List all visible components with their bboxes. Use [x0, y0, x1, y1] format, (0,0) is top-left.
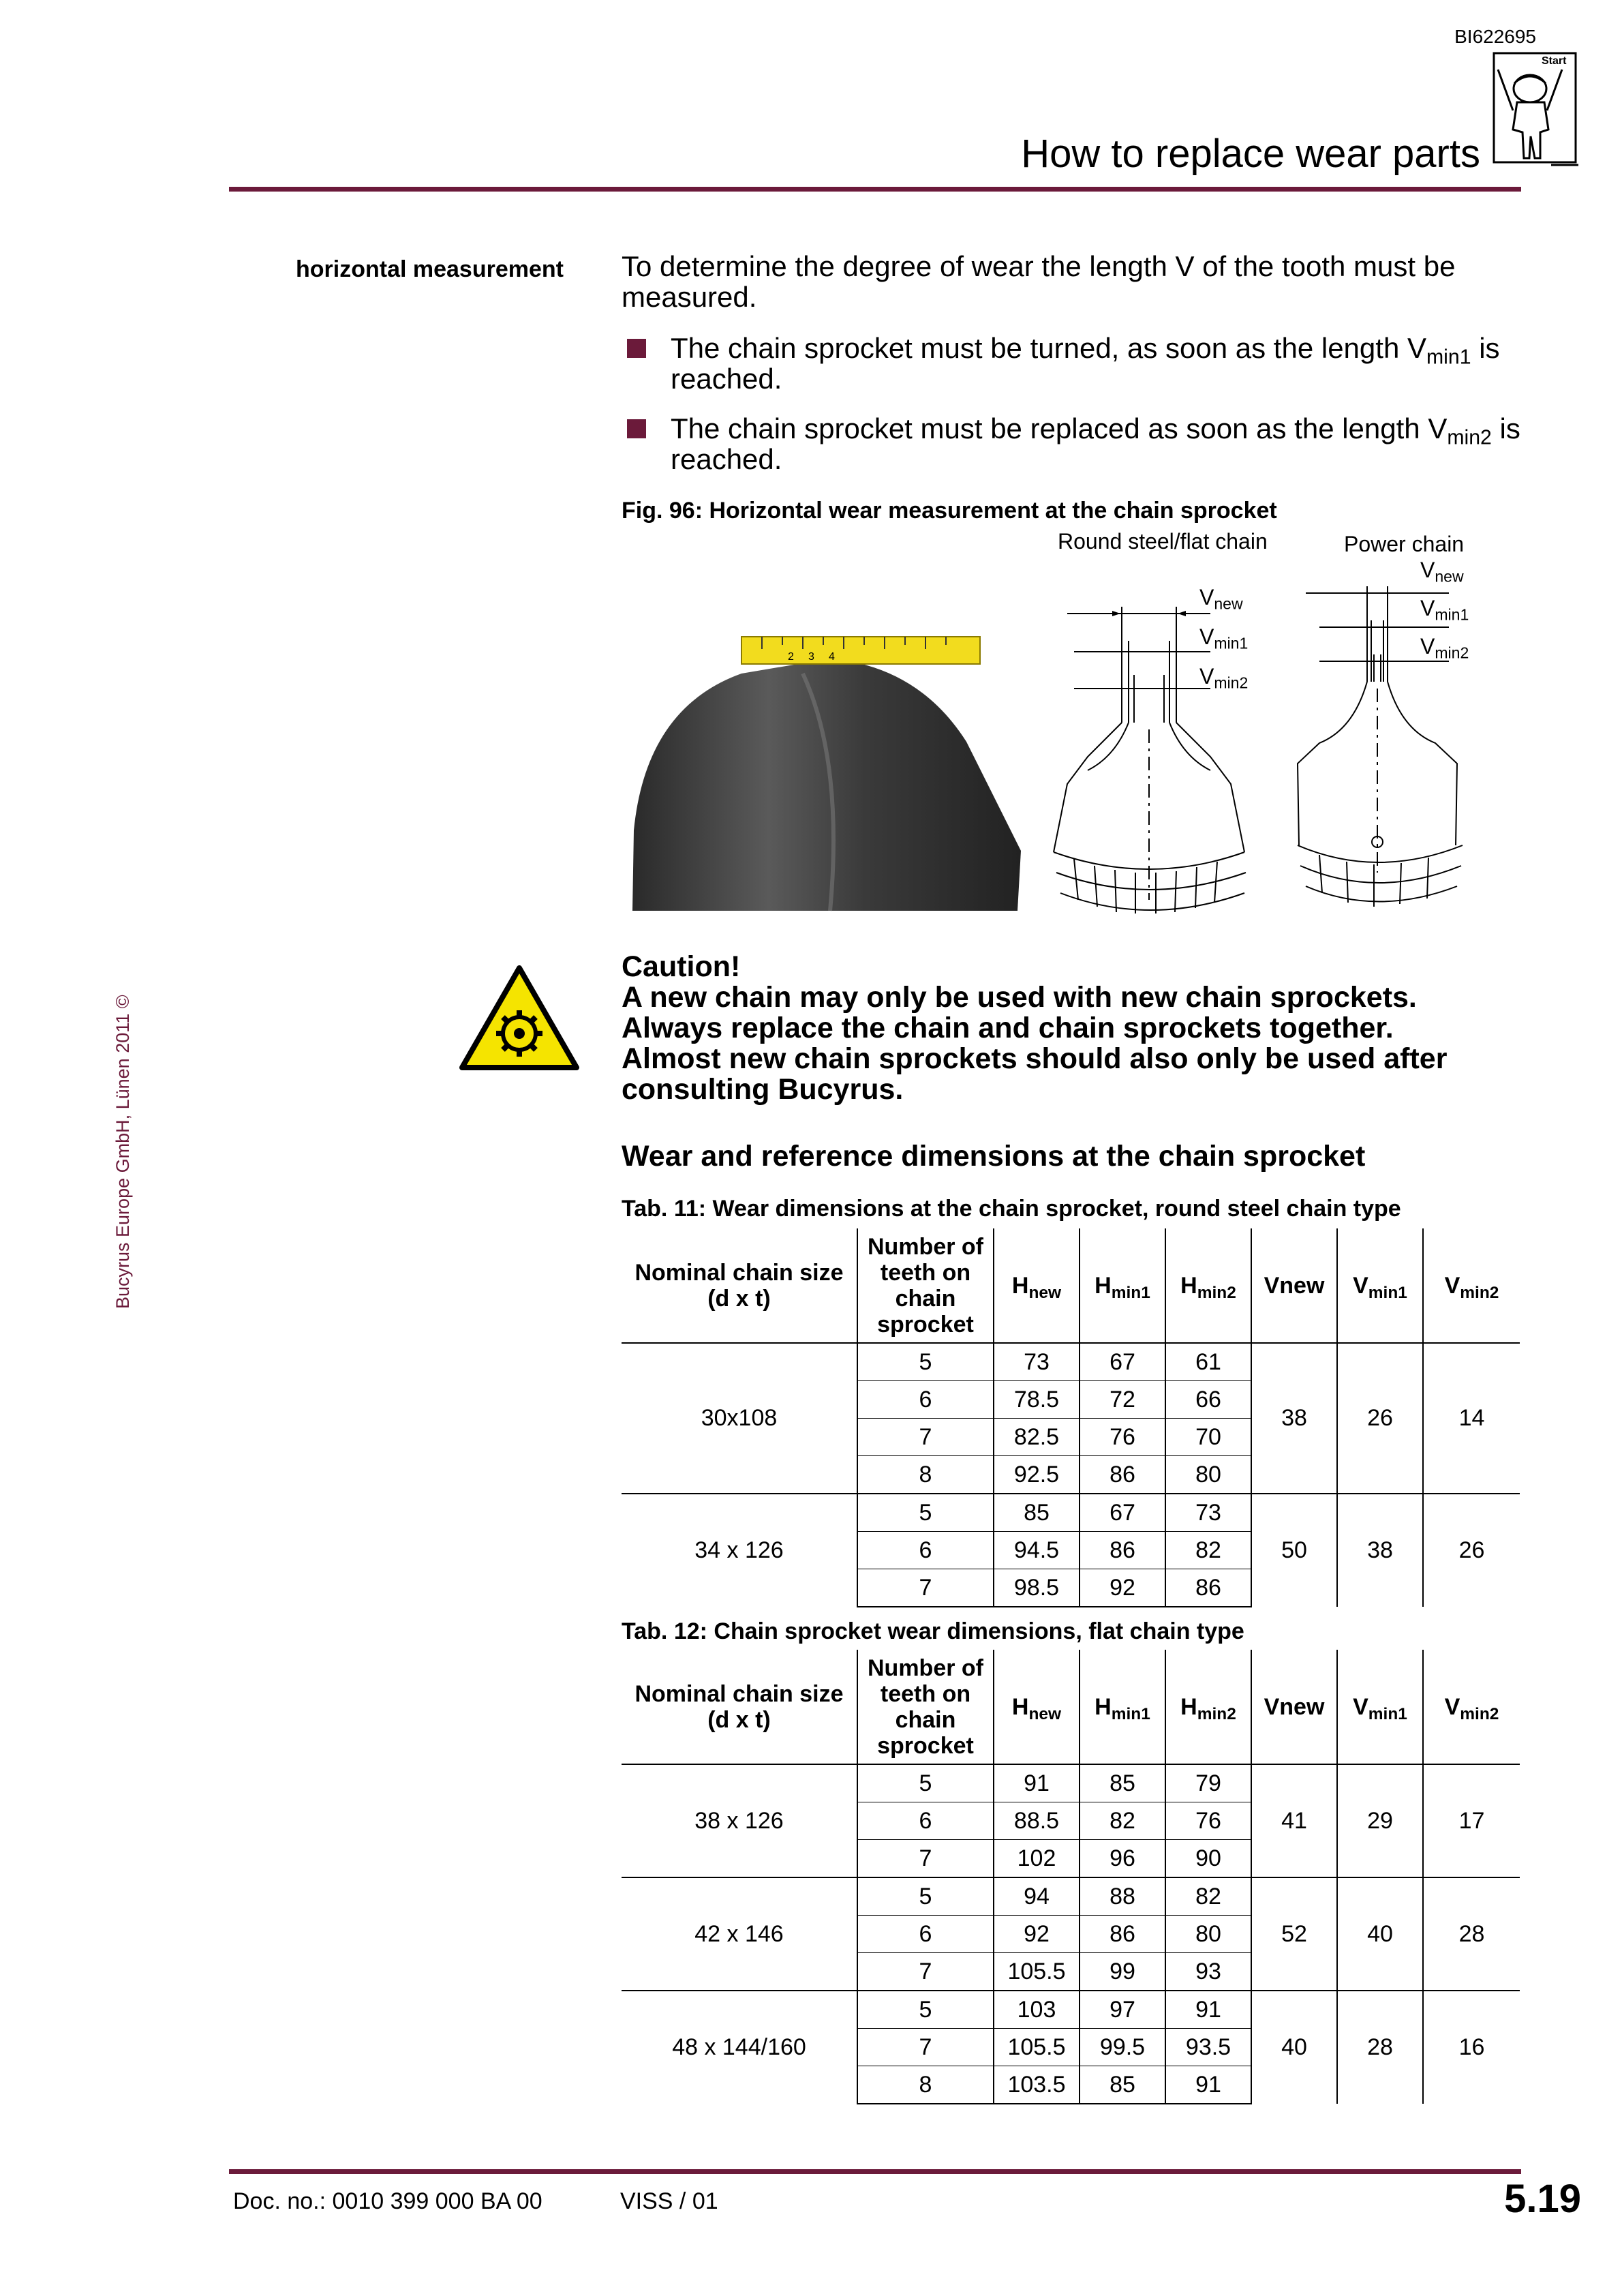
footer-viss: VISS / 01 [620, 2188, 718, 2214]
cell-hnew: 78.5 [994, 1381, 1080, 1419]
table12-caption: Tab. 12: Chain sprocket wear dimensions, flat chain type [622, 1618, 1244, 1644]
cell-hnew: 94 [994, 1877, 1080, 1916]
table-row [622, 1764, 1520, 1802]
cell-hmin2: 66 [1165, 1381, 1251, 1419]
cell-teeth: 7 [857, 2029, 994, 2066]
table-row [622, 1494, 1520, 1532]
bullet-text: The chain sprocket must be turned, as soon as the length $V_{min1}$ is reached. [671, 332, 1500, 395]
cell-hnew: 102 [994, 1840, 1080, 1878]
cell-vnew: 50 [1251, 1494, 1337, 1607]
table11-wear-dimensions [622, 1228, 1520, 1607]
bullet-item [627, 413, 1540, 474]
cell-hnew: 88.5 [994, 1802, 1080, 1840]
cell-hnew: 105.5 [994, 1953, 1080, 1991]
cell-hmin1: 67 [1080, 1343, 1165, 1381]
col-header-vmin2: $V_{min2}$ [1423, 1650, 1520, 1764]
cell-teeth: 7 [857, 1569, 994, 1607]
table-header-row [622, 1228, 1520, 1343]
cell-teeth: 6 [857, 1916, 994, 1953]
cell-hnew: 94.5 [994, 1532, 1080, 1569]
col-header-vmin1: $V_{min1}$ [1337, 1650, 1423, 1764]
cell-teeth: 8 [857, 2066, 994, 2104]
cell-hnew: 92.5 [994, 1456, 1080, 1494]
cell-hmin1: 85 [1080, 1764, 1165, 1802]
cell-vmin1: 28 [1337, 1991, 1423, 2104]
cell-hnew: 103 [994, 1991, 1080, 2029]
start-worker-icon [1493, 49, 1581, 185]
page-number: 5.19 [1504, 2177, 1581, 2221]
ruler-number: 2 [788, 651, 794, 663]
cell-vnew: 38 [1251, 1343, 1337, 1494]
col-header-hmin1: $H_{min1}$ [1080, 1650, 1165, 1764]
cell-vmin2: 26 [1423, 1494, 1520, 1607]
cell-hmin2: 86 [1165, 1569, 1251, 1607]
section-heading: Wear and reference dimensions at the chain sprocket [622, 1140, 1366, 1173]
table11-caption: Tab. 11: Wear dimensions at the chain sprocket, round steel chain type [622, 1196, 1401, 1222]
bullet-item [627, 333, 1540, 394]
cell-hmin1: 82 [1080, 1802, 1165, 1840]
footer-doc-number: Doc. no.: 0010 399 000 BA 00 [233, 2188, 542, 2214]
footer-rule [229, 2169, 1521, 2174]
col-header-vmin1: $V_{min1}$ [1337, 1228, 1423, 1343]
cell-hmin2: 80 [1165, 1916, 1251, 1953]
table-header-row [622, 1650, 1520, 1764]
cell-vnew: 41 [1251, 1764, 1337, 1877]
cell-hmin1: 86 [1080, 1916, 1165, 1953]
caution-block [622, 952, 1576, 1105]
cell-teeth: 7 [857, 1419, 994, 1456]
figure-label-round: Round steel/flat chain [1058, 529, 1268, 554]
col-header-vnew: Vnew [1251, 1228, 1337, 1343]
cell-chain-size: 48 x 144/160 [622, 1991, 857, 2104]
cell-teeth: 5 [857, 1764, 994, 1802]
bullet-square [627, 419, 646, 438]
cell-hmin1: 96 [1080, 1840, 1165, 1878]
cell-chain-size: 42 x 146 [622, 1877, 857, 1991]
table12-wear-dimensions [622, 1650, 1520, 2104]
ruler-number: 4 [829, 651, 835, 663]
cell-vmin2: 28 [1423, 1877, 1520, 1991]
col-header-teeth: Number of teeth on chain sprocket [857, 1650, 994, 1764]
cell-vmin2: 14 [1423, 1343, 1520, 1494]
cell-hmin2: 82 [1165, 1532, 1251, 1569]
bullet-square [627, 339, 646, 358]
cell-teeth: 6 [857, 1532, 994, 1569]
ruler-number: 3 [808, 651, 814, 663]
vmin2-label-round: $V_{min2}$ [1199, 664, 1249, 692]
cell-hnew: 92 [994, 1916, 1080, 1953]
start-icon-label: Start [1542, 55, 1567, 67]
cell-hmin2: 90 [1165, 1840, 1251, 1878]
col-header-hmin2: $H_{min2}$ [1165, 1228, 1251, 1343]
cell-hmin2: 91 [1165, 1991, 1251, 2029]
vmin2-label-power: $V_{min2}$ [1420, 634, 1469, 662]
cell-hmin1: 72 [1080, 1381, 1165, 1419]
cell-hmin2: 80 [1165, 1456, 1251, 1494]
cell-hmin2: 91 [1165, 2066, 1251, 2104]
vmin1-label-round: $V_{min1}$ [1199, 624, 1249, 652]
vnew-label-power: $V_{new}$ [1420, 558, 1464, 586]
cell-hnew: 82.5 [994, 1419, 1080, 1456]
table-row [622, 1343, 1520, 1381]
cell-teeth: 5 [857, 1494, 994, 1532]
cell-vnew: 52 [1251, 1877, 1337, 1991]
cell-hmin2: 70 [1165, 1419, 1251, 1456]
cell-hmin1: 88 [1080, 1877, 1165, 1916]
cell-hmin1: 99.5 [1080, 2029, 1165, 2066]
cell-chain-size: 30x108 [622, 1343, 857, 1494]
table-row [622, 1991, 1520, 2029]
vnew-label-round: $V_{new}$ [1199, 585, 1243, 613]
cell-chain-size: 34 x 126 [622, 1494, 857, 1607]
cell-teeth: 8 [857, 1456, 994, 1494]
document-id: BI622695 [1454, 26, 1536, 47]
cell-hmin2: 61 [1165, 1343, 1251, 1381]
cell-teeth: 6 [857, 1802, 994, 1840]
cell-hnew: 98.5 [994, 1569, 1080, 1607]
sprocket-tooth-photo [626, 626, 1028, 912]
cell-hmin1: 67 [1080, 1494, 1165, 1532]
cell-teeth: 6 [857, 1381, 994, 1419]
cell-hmin1: 97 [1080, 1991, 1165, 2029]
cell-hmin2: 76 [1165, 1802, 1251, 1840]
col-header-hnew: $H_{new}$ [994, 1650, 1080, 1764]
cell-hmin1: 86 [1080, 1456, 1165, 1494]
cell-teeth: 7 [857, 1953, 994, 1991]
cell-vmin1: 40 [1337, 1877, 1423, 1991]
vmin1-label-power: $V_{min1}$ [1420, 596, 1469, 624]
cell-hmin1: 76 [1080, 1419, 1165, 1456]
caution-title: Caution! [622, 950, 741, 983]
cell-vmin1: 26 [1337, 1343, 1423, 1494]
cell-vmin2: 17 [1423, 1764, 1520, 1877]
cell-hmin1: 86 [1080, 1532, 1165, 1569]
cell-chain-size: 38 x 126 [622, 1764, 857, 1877]
warning-gear-icon [459, 965, 579, 1072]
cell-hmin2: 93.5 [1165, 2029, 1251, 2066]
col-header-hmin1: $H_{min1}$ [1080, 1228, 1165, 1343]
bullet-text: The chain sprocket must be replaced as soon as the length $V_{min2}$ is reached. [671, 412, 1520, 475]
col-header-teeth: Number of teeth on chain sprocket [857, 1228, 994, 1343]
cell-hmin2: 79 [1165, 1764, 1251, 1802]
page-title: How to replace wear parts [1021, 132, 1480, 176]
col-header-size: Nominal chain size (d x t) [622, 1228, 857, 1343]
figure-caption: Fig. 96: Horizontal wear measurement at the chain sprocket [622, 498, 1277, 524]
cell-vmin1: 29 [1337, 1764, 1423, 1877]
side-label: horizontal measurement [296, 256, 564, 282]
intro-paragraph: To determine the degree of wear the length V of the tooth must be measured. [622, 250, 1456, 313]
cell-vmin1: 38 [1337, 1494, 1423, 1607]
cell-hnew: 103.5 [994, 2066, 1080, 2104]
caution-line: Almost new chain sprockets should also only be used after consulting Bucyrus. [622, 1042, 1448, 1106]
cell-hmin1: 85 [1080, 2066, 1165, 2104]
cell-hmin1: 99 [1080, 1953, 1165, 1991]
cell-hmin2: 93 [1165, 1953, 1251, 1991]
cell-teeth: 5 [857, 1991, 994, 2029]
cell-hmin1: 92 [1080, 1569, 1165, 1607]
cell-teeth: 5 [857, 1877, 994, 1916]
cell-hnew: 73 [994, 1343, 1080, 1381]
figure-label-power: Power chain [1344, 532, 1465, 556]
col-header-hnew: $H_{new}$ [994, 1228, 1080, 1343]
col-header-size: Nominal chain size (d x t) [622, 1650, 857, 1764]
caution-line: A new chain may only be used with new chain sprockets. [622, 981, 1417, 1014]
cell-hnew: 105.5 [994, 2029, 1080, 2066]
power-chain-sprocket-drawing [1292, 573, 1517, 913]
cell-teeth: 7 [857, 1840, 994, 1878]
cell-vmin2: 16 [1423, 1991, 1520, 2104]
cell-hnew: 85 [994, 1494, 1080, 1532]
cell-hnew: 91 [994, 1764, 1080, 1802]
col-header-vmin2: $V_{min2}$ [1423, 1228, 1520, 1343]
cell-hmin2: 73 [1165, 1494, 1251, 1532]
cell-hmin2: 82 [1165, 1877, 1251, 1916]
header-rule [229, 187, 1521, 192]
col-header-hmin2: $H_{min2}$ [1165, 1650, 1251, 1764]
caution-line: Always replace the chain and chain sprockets together. [622, 1012, 1394, 1044]
cell-teeth: 5 [857, 1343, 994, 1381]
table-row [622, 1877, 1520, 1916]
col-header-vnew: Vnew [1251, 1650, 1337, 1764]
cell-vnew: 40 [1251, 1991, 1337, 2104]
copyright-notice: Bucyrus Europe GmbH, Lünen 2011 © [112, 995, 133, 1309]
